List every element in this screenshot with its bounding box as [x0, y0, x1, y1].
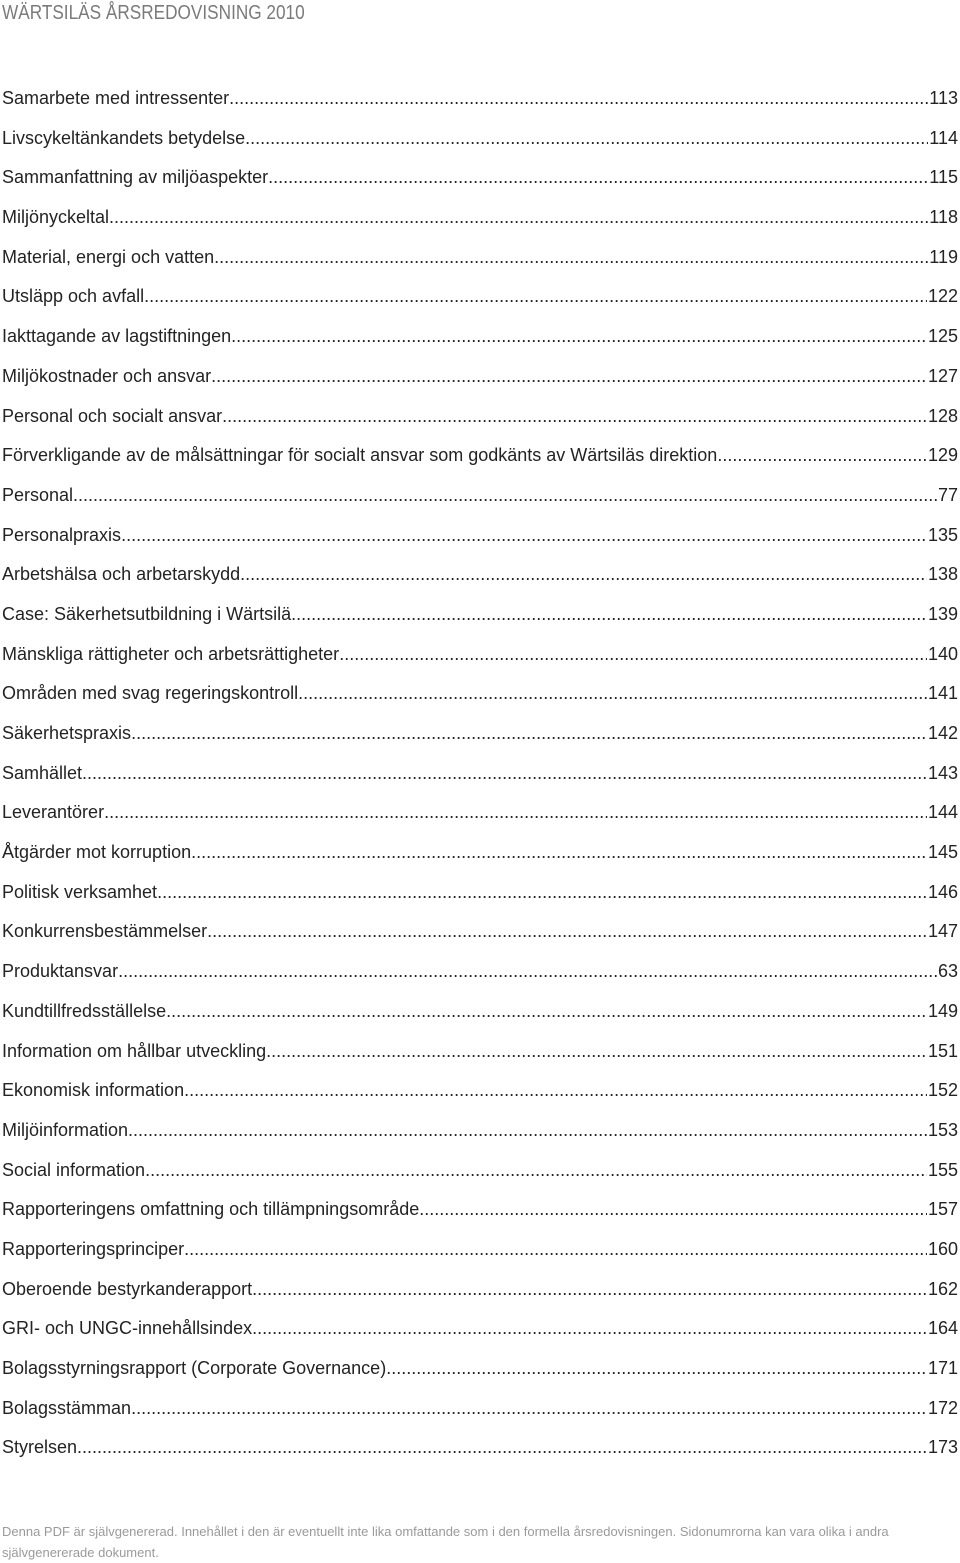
toc-entry-page-number: 114 — [929, 127, 958, 148]
toc-dot-leader — [222, 402, 927, 430]
toc-entry-page-number: 143 — [927, 762, 958, 783]
toc-dot-leader — [109, 203, 928, 231]
toc-entry-page-number: 115 — [929, 167, 958, 188]
toc-entry-title: Produktansvar — [2, 961, 119, 982]
toc-entry[interactable] — [2, 1195, 958, 1235]
toc-dot-leader — [144, 282, 927, 310]
toc-dot-leader — [240, 560, 927, 588]
toc-entry-title: Utsläpp och avfall — [2, 286, 145, 307]
toc-entry[interactable] — [2, 1235, 958, 1275]
toc-entry-title: Oberoende bestyrkanderapport — [2, 1278, 253, 1299]
toc-entry-page-number: 155 — [927, 1159, 958, 1180]
toc-entry-title: Samarbete med intressenter — [2, 88, 230, 108]
toc-entry[interactable] — [2, 322, 958, 362]
toc-dot-leader — [145, 1156, 927, 1184]
toc-entry-page-number: 125 — [927, 326, 958, 347]
toc-entry-page-number: 141 — [927, 683, 958, 704]
toc-dot-leader — [118, 957, 937, 985]
toc-entry[interactable] — [2, 1037, 958, 1077]
toc-dot-leader — [77, 1433, 927, 1461]
toc-entry[interactable] — [2, 798, 958, 838]
toc-dot-leader — [268, 163, 928, 191]
toc-entry-page-number: 122 — [927, 286, 958, 307]
toc-entry[interactable] — [2, 878, 958, 918]
toc-entry-title: Ekonomisk information — [2, 1080, 185, 1101]
toc-dot-leader — [191, 838, 927, 866]
toc-dot-leader — [419, 1195, 927, 1223]
toc-dot-leader — [245, 124, 928, 152]
toc-entry-page-number: 149 — [927, 1000, 958, 1021]
toc-entry[interactable] — [2, 838, 958, 878]
toc-entry-page-number: 128 — [927, 405, 958, 426]
toc-entry[interactable] — [2, 997, 958, 1037]
toc-entry-title: Politisk verksamhet — [2, 881, 158, 902]
toc-entry[interactable] — [2, 1354, 958, 1394]
toc-entry-title: GRI- och UNGC-innehållsindex — [2, 1318, 253, 1339]
toc-entry-page-number: 173 — [927, 1437, 958, 1458]
toc-dot-leader — [291, 600, 927, 628]
toc-entry[interactable] — [2, 957, 958, 997]
toc-entry-title: Material, energi och vatten — [2, 246, 215, 267]
toc-entry[interactable] — [2, 362, 958, 402]
toc-entry-title: Bolagsstyrningsrapport (Corporate Governance) — [2, 1358, 387, 1378]
toc-entry-page-number: 140 — [927, 643, 958, 664]
toc-dot-leader — [252, 1314, 927, 1342]
toc-entry-page-number: 118 — [929, 207, 958, 228]
toc-entry-page-number: 138 — [927, 564, 958, 585]
toc-entry-title: Rapporteringsprinciper — [2, 1238, 185, 1259]
toc-entry-title: Sammanfattning av miljöaspekter — [2, 167, 269, 188]
document-header-title: WÄRTSILÄS ÅRSREDOVISNING 2010 — [2, 2, 305, 24]
toc-entry[interactable] — [2, 560, 958, 600]
toc-entry-title: Social information — [2, 1159, 146, 1180]
toc-entry-page-number: 147 — [927, 921, 958, 942]
toc-entry-title: Samhället — [2, 762, 83, 783]
toc-entry-page-number: 153 — [927, 1119, 958, 1140]
toc-entry-page-number: 63 — [937, 961, 958, 982]
toc-dot-leader — [157, 878, 927, 906]
toc-dot-leader — [266, 1037, 927, 1065]
toc-entry[interactable] — [2, 640, 958, 680]
toc-entry-page-number: 113 — [929, 88, 958, 108]
toc-dot-leader — [298, 679, 927, 707]
toc-entry-page-number: 160 — [927, 1238, 958, 1259]
toc-entry-title: Miljökostnader och ansvar — [2, 365, 212, 386]
toc-entry[interactable] — [2, 163, 958, 203]
toc-entry-page-number: 127 — [927, 365, 958, 386]
toc-entry[interactable] — [2, 521, 958, 561]
toc-entry-title: Rapporteringens omfattning och tillämpningsområde — [2, 1199, 420, 1220]
toc-entry[interactable] — [2, 124, 958, 164]
toc-entry-title: Kundtillfredsställelse — [2, 1000, 167, 1021]
toc-entry-title: Arbetshälsa och arbetarskydd — [2, 564, 241, 585]
toc-entry[interactable] — [2, 1076, 958, 1116]
toc-entry[interactable] — [2, 402, 958, 442]
toc-dot-leader — [339, 640, 927, 668]
toc-entry-title: Områden med svag regeringskontroll — [2, 683, 299, 704]
toc-dot-leader — [214, 243, 928, 271]
toc-entry-page-number: 162 — [927, 1278, 958, 1299]
toc-entry-page-number: 145 — [927, 842, 958, 863]
toc-entry-page-number: 146 — [927, 881, 958, 902]
document-footer-note: Denna PDF är självgenererad. Innehållet i den är eventuellt inte lika omfattande som i den formella årsredovisningen. Sidonumrorna kan vara olika i andra självgenererade dokument. — [2, 1524, 889, 1560]
toc-entry[interactable] — [2, 282, 958, 322]
toc-entry[interactable] — [2, 719, 958, 759]
toc-entry[interactable] — [2, 1156, 958, 1196]
toc-entry-page-number: 152 — [927, 1080, 958, 1101]
toc-entry[interactable] — [2, 917, 958, 957]
toc-entry-title: Livscykeltänkandets betydelse — [2, 127, 246, 148]
toc-dot-leader — [207, 917, 927, 945]
toc-entry-title: Konkurrensbestämmelser — [2, 921, 208, 942]
toc-entry-title: Case: Säkerhetsutbildning i Wärtsilä — [2, 603, 292, 624]
toc-entry[interactable] — [2, 679, 958, 719]
toc-entry-page-number: 129 — [927, 445, 958, 466]
toc-entry-page-number: 151 — [927, 1040, 958, 1061]
toc-entry-title: Personalpraxis — [2, 524, 122, 545]
toc-entry-page-number: 119 — [929, 246, 958, 267]
toc-dot-leader — [211, 362, 927, 390]
toc-entry[interactable] — [2, 600, 958, 640]
toc-entry-page-number: 135 — [927, 524, 958, 545]
toc-entry-page-number: 77 — [937, 484, 958, 505]
toc-entry[interactable] — [2, 1116, 958, 1156]
toc-dot-leader — [121, 521, 927, 549]
toc-entry-title: Iakttagande av lagstiftningen — [2, 326, 232, 347]
toc-entry[interactable] — [2, 1275, 958, 1315]
toc-dot-leader — [717, 441, 927, 469]
toc-entry-title: Förverkligande av de målsättningar för socialt ansvar som godkänts av Wärtsiläs direktion — [2, 445, 718, 466]
toc-dot-leader — [386, 1354, 927, 1382]
toc-entry-page-number: 171 — [927, 1358, 958, 1378]
toc-entry-title: Personal och socialt ansvar — [2, 405, 223, 426]
toc-entry[interactable] — [2, 84, 958, 124]
toc-dot-leader — [252, 1275, 927, 1303]
toc-entry[interactable] — [2, 203, 958, 243]
toc-entry[interactable] — [2, 759, 958, 799]
toc-dot-leader — [231, 322, 927, 350]
toc-dot-leader — [166, 997, 927, 1025]
toc-dot-leader — [104, 798, 927, 826]
toc-dot-leader — [131, 719, 927, 747]
toc-entry[interactable] — [2, 1314, 958, 1354]
toc-entry[interactable] — [2, 243, 958, 283]
toc-entry-page-number: 139 — [927, 603, 958, 624]
table-of-contents — [2, 84, 958, 1473]
toc-entry-page-number: 164 — [927, 1318, 958, 1339]
toc-dot-leader — [82, 759, 927, 787]
toc-entry-title: Styrelsen — [2, 1437, 78, 1458]
toc-entry-page-number: 144 — [927, 802, 958, 823]
toc-dot-leader — [184, 1076, 927, 1104]
toc-entry-title: Personal — [2, 484, 74, 505]
toc-dot-leader — [229, 84, 928, 112]
toc-entry-page-number: 157 — [927, 1199, 958, 1220]
toc-entry-page-number: 172 — [927, 1397, 958, 1418]
toc-entry-title: Leverantörer — [2, 802, 105, 823]
toc-entry-page-number: 142 — [927, 723, 958, 743]
toc-entry-title: Mänskliga rättigheter och arbetsrättigheter — [2, 643, 340, 664]
toc-entry[interactable] — [2, 1394, 958, 1434]
toc-entry-title: Säkerhetspraxis — [2, 723, 132, 743]
toc-dot-leader — [184, 1235, 927, 1263]
toc-entry[interactable] — [2, 481, 958, 521]
toc-entry[interactable] — [2, 1433, 958, 1473]
toc-entry-title: Åtgärder mot korruption — [2, 842, 192, 863]
toc-entry-title: Miljönyckeltal — [2, 207, 110, 228]
toc-entry[interactable] — [2, 441, 958, 481]
toc-entry-title: Information om hållbar utveckling — [2, 1040, 267, 1061]
toc-dot-leader — [128, 1116, 927, 1144]
toc-dot-leader — [73, 481, 937, 509]
toc-entry-title: Miljöinformation — [2, 1119, 129, 1140]
toc-dot-leader — [131, 1394, 927, 1422]
toc-entry-title: Bolagsstämman — [2, 1397, 132, 1418]
